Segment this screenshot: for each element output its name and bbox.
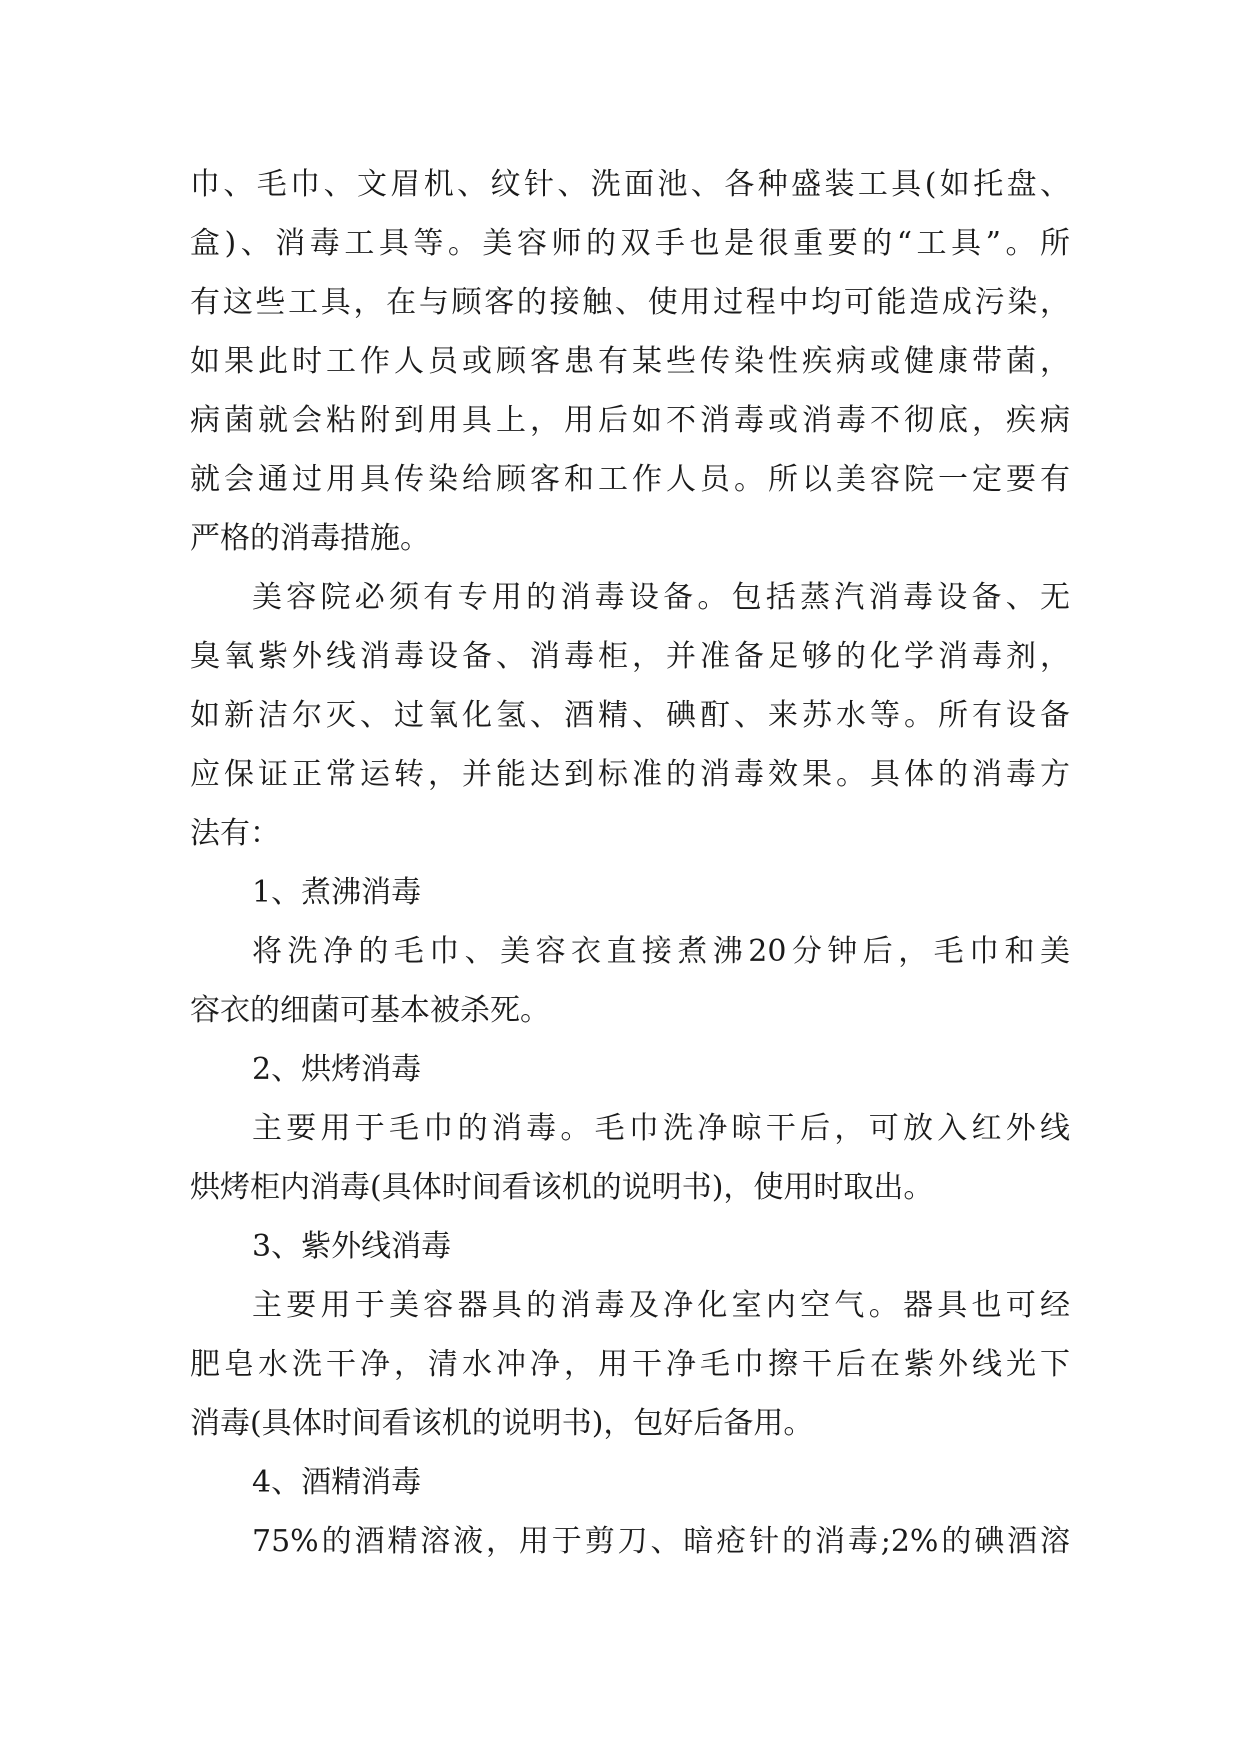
text-line: 法有：: [190, 816, 280, 851]
text-line: 应保证正常运转，并能达到标准的消毒效果。具体的消毒方: [190, 757, 1070, 792]
text-line: 如新洁尔灭、过氧化氢、酒精、碘酊、来苏水等。所有设备: [190, 698, 1070, 733]
text-line: 主要用于毛巾的消毒。毛巾洗净晾干后，可放入红外线: [252, 1111, 1070, 1146]
text-line: 消毒(具体时间看该机的说明书)，包好后备用。: [190, 1406, 814, 1441]
text-line: 如果此时工作人员或顾客患有某些传染性疾病或健康带菌，: [190, 344, 1070, 379]
text-line: 巾、毛巾、文眉机、纹针、洗面池、各种盛装工具(如托盘、: [190, 167, 1070, 202]
section-heading: 2、烘烤消毒: [252, 1052, 422, 1087]
text-line: 臭氧紫外线消毒设备、消毒柜，并准备足够的化学消毒剂，: [190, 639, 1070, 674]
text-line: 烘烤柜内消毒(具体时间看该机的说明书)，使用时取出。: [190, 1170, 934, 1205]
section-heading: 4、酒精消毒: [252, 1465, 422, 1500]
section-heading: 1、煮沸消毒: [252, 875, 422, 910]
text-line: 肥皂水洗干净，清水冲净，用干净毛巾擦干后在紫外线光下: [190, 1347, 1070, 1382]
text-line: 将洗净的毛巾、美容衣直接煮沸20分钟后，毛巾和美: [252, 934, 1070, 969]
text-line: 有这些工具，在与顾客的接触、使用过程中均可能造成污染，: [190, 285, 1070, 320]
text-line: 盒)、消毒工具等。美容师的双手也是很重要的“工具”。所: [190, 226, 1070, 261]
section-heading: 3、紫外线消毒: [252, 1229, 452, 1264]
text-line: 75%的酒精溶液，用于剪刀、暗疮针的消毒;2%的碘酒溶: [252, 1524, 1070, 1559]
text-line: 严格的消毒措施。: [190, 521, 430, 556]
body-text: [190, 155, 1070, 1571]
text-line: 病菌就会粘附到用具上，用后如不消毒或消毒不彻底，疾病: [190, 403, 1070, 438]
text-line: 主要用于美容器具的消毒及净化室内空气。器具也可经: [252, 1288, 1070, 1323]
text-line: 就会通过用具传染给顾客和工作人员。所以美容院一定要有: [190, 462, 1070, 497]
text-line: 美容院必须有专用的消毒设备。包括蒸汽消毒设备、无: [252, 580, 1070, 615]
text-line: 容衣的细菌可基本被杀死。: [190, 993, 550, 1028]
